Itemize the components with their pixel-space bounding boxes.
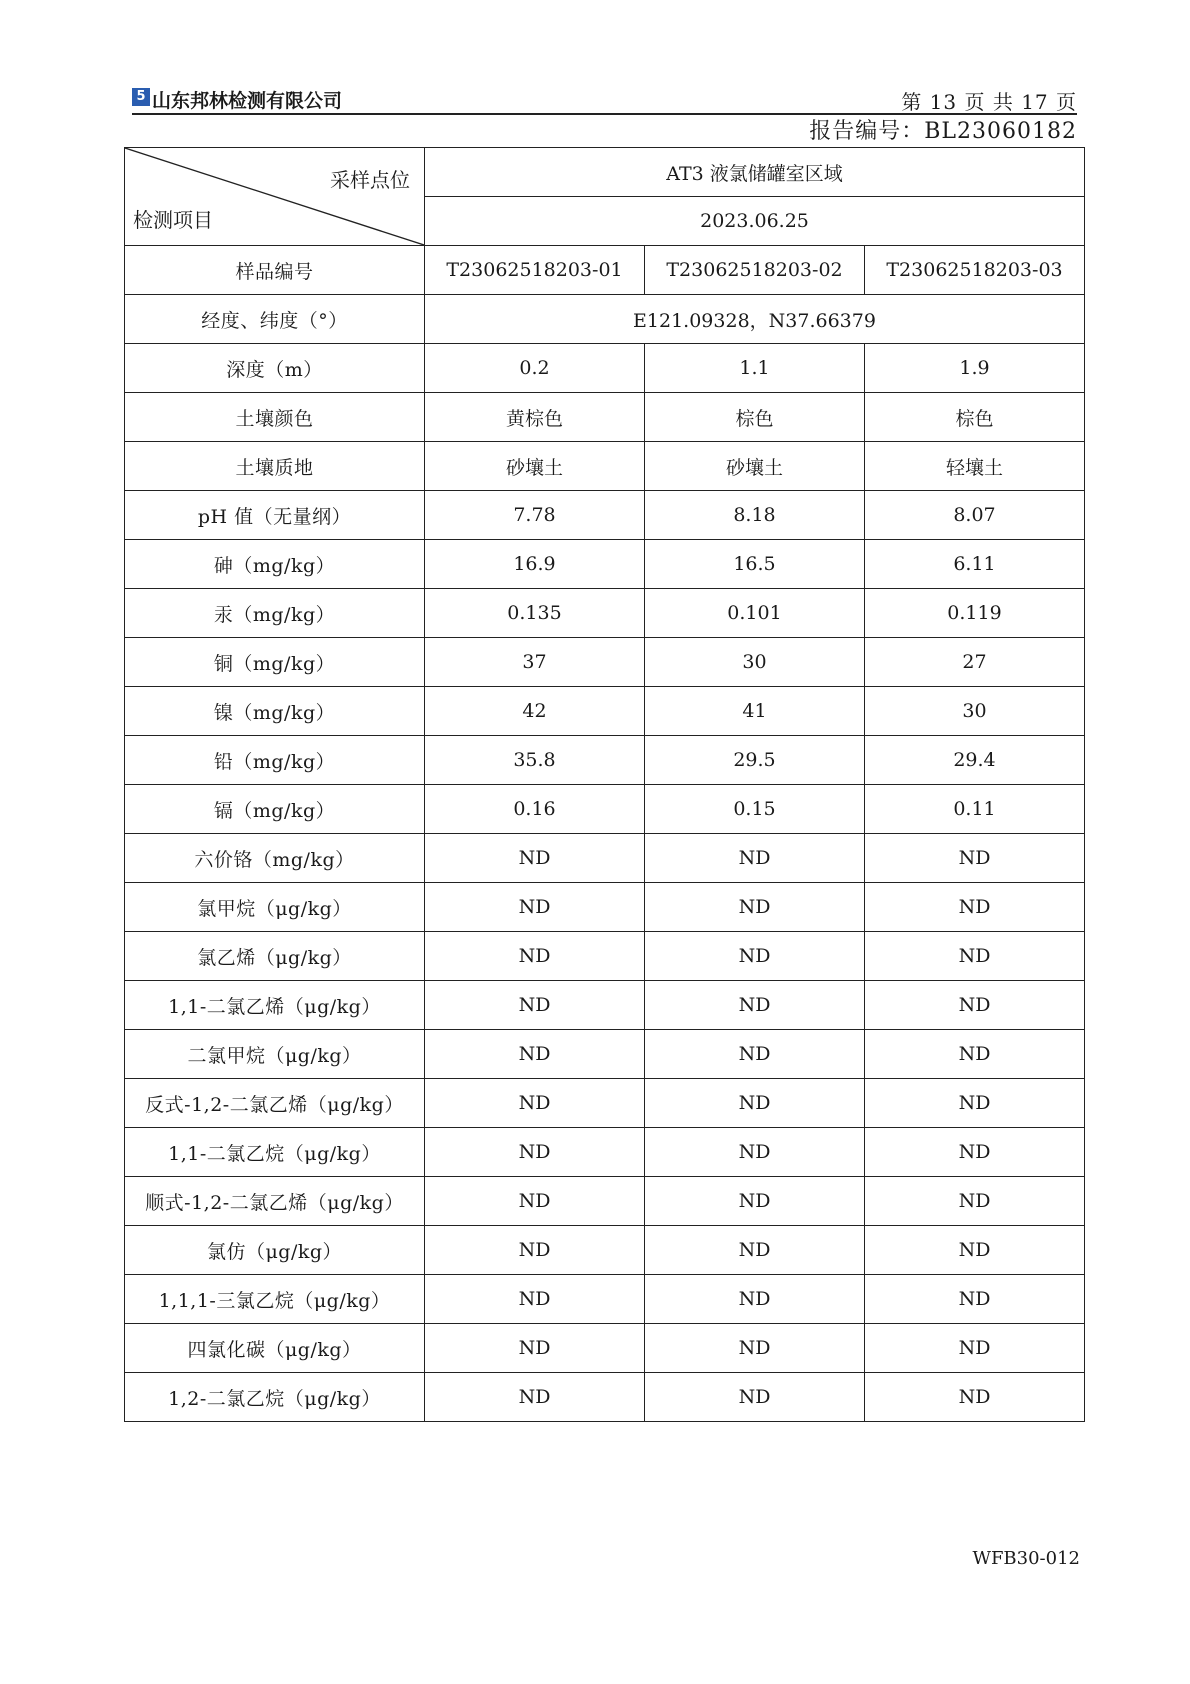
table-cell: 0.11: [865, 785, 1085, 834]
table-cell: ND: [645, 883, 865, 932]
test-results-table: [124, 147, 1085, 1422]
table-row: [125, 1275, 1085, 1324]
table-row: [125, 344, 1085, 393]
table-cell: ND: [645, 1324, 865, 1373]
table-cell: ND: [645, 1128, 865, 1177]
table-cell: 35.8: [425, 736, 645, 785]
row-label: 砷（mg/kg）: [125, 540, 425, 589]
table-row: [125, 883, 1085, 932]
table-cell: 16.5: [645, 540, 865, 589]
row-label: 样品编号: [125, 246, 425, 295]
table-cell: 8.18: [645, 491, 865, 540]
row-label: 二氯甲烷（μg/kg）: [125, 1030, 425, 1079]
table-cell: 砂壤土: [645, 442, 865, 491]
table-row: [125, 687, 1085, 736]
company-name: 山东邦林检测有限公司: [152, 90, 343, 112]
table-cell: ND: [425, 1079, 645, 1128]
table-cell: 37: [425, 638, 645, 687]
table-cell: ND: [645, 1030, 865, 1079]
table-cell: E121.09328，N37.66379: [425, 295, 1085, 344]
table-cell: ND: [645, 834, 865, 883]
table-cell: 0.16: [425, 785, 645, 834]
table-cell: T23062518203-03: [865, 246, 1085, 295]
table-row: [125, 540, 1085, 589]
table-cell: ND: [425, 1324, 645, 1373]
table-cell: ND: [865, 1030, 1085, 1079]
row-label: 土壤颜色: [125, 393, 425, 442]
table-row: [125, 1128, 1085, 1177]
table-cell: 0.15: [645, 785, 865, 834]
row-label: 氯甲烷（μg/kg）: [125, 883, 425, 932]
table-row: [125, 932, 1085, 981]
table-row: [125, 393, 1085, 442]
page-number: 第 13 页 共 17 页: [901, 90, 1077, 114]
table-cell: ND: [425, 1177, 645, 1226]
table-cell: ND: [865, 834, 1085, 883]
table-cell: 1.9: [865, 344, 1085, 393]
table-row: [125, 1177, 1085, 1226]
table-cell: ND: [425, 932, 645, 981]
row-label: 铜（mg/kg）: [125, 638, 425, 687]
table-cell: ND: [865, 1324, 1085, 1373]
table-row: [125, 1324, 1085, 1373]
table-row: [125, 442, 1085, 491]
table-row: [125, 981, 1085, 1030]
table-cell: 0.101: [645, 589, 865, 638]
table-cell: T23062518203-01: [425, 246, 645, 295]
table-row: [125, 1030, 1085, 1079]
table-cell: ND: [425, 1128, 645, 1177]
row-label: 经度、纬度（°）: [125, 295, 425, 344]
table-cell: 30: [645, 638, 865, 687]
row-label: 反式-1,2-二氯乙烯（μg/kg）: [125, 1079, 425, 1128]
row-label: 深度（m）: [125, 344, 425, 393]
table-cell: 0.2: [425, 344, 645, 393]
row-label: 镉（mg/kg）: [125, 785, 425, 834]
table-cell: ND: [865, 1275, 1085, 1324]
table-row: [125, 295, 1085, 344]
table-cell: ND: [425, 1373, 645, 1422]
table-cell: ND: [425, 1275, 645, 1324]
table-cell: ND: [865, 1079, 1085, 1128]
table-cell: ND: [645, 932, 865, 981]
row-label: pH 值（无量纲）: [125, 491, 425, 540]
table-cell: ND: [865, 1373, 1085, 1422]
row-label: 顺式-1,2-二氯乙烯（μg/kg）: [125, 1177, 425, 1226]
table-cell: ND: [645, 981, 865, 1030]
row-label: 1,1-二氯乙烯（μg/kg）: [125, 981, 425, 1030]
table-row: [125, 491, 1085, 540]
table-cell: ND: [425, 1226, 645, 1275]
table-cell: ND: [645, 1226, 865, 1275]
table-cell: 16.9: [425, 540, 645, 589]
table-cell: 42: [425, 687, 645, 736]
table-row: [125, 246, 1085, 295]
table-cell: ND: [865, 932, 1085, 981]
sampling-site-heading: 采样点位: [330, 168, 410, 192]
report-number: 报告编号：BL23060182: [809, 119, 1077, 144]
table-cell: ND: [865, 1226, 1085, 1275]
table-row: [125, 1079, 1085, 1128]
table-row: [125, 1373, 1085, 1422]
table-cell: 0.119: [865, 589, 1085, 638]
table-row: [125, 589, 1085, 638]
table-corner-cell: [125, 148, 425, 246]
table-header-row: [125, 148, 1085, 197]
sampling-date: 2023.06.25: [425, 197, 1085, 246]
row-label: 铅（mg/kg）: [125, 736, 425, 785]
site-name: AT3 液氯储罐室区域: [425, 148, 1085, 197]
table-row: [125, 736, 1085, 785]
table-cell: 8.07: [865, 491, 1085, 540]
row-label: 1,2-二氯乙烷（μg/kg）: [125, 1373, 425, 1422]
table-cell: ND: [645, 1177, 865, 1226]
table-cell: 轻壤土: [865, 442, 1085, 491]
table-cell: 27: [865, 638, 1085, 687]
table-cell: 41: [645, 687, 865, 736]
row-label: 四氯化碳（μg/kg）: [125, 1324, 425, 1373]
table-row: [125, 1226, 1085, 1275]
row-label: 镍（mg/kg）: [125, 687, 425, 736]
page-header: [132, 86, 1077, 114]
table-row: [125, 834, 1085, 883]
row-label: 六价铬（mg/kg）: [125, 834, 425, 883]
table-cell: 棕色: [645, 393, 865, 442]
table-cell: ND: [425, 1030, 645, 1079]
table-cell: ND: [865, 981, 1085, 1030]
table-cell: ND: [645, 1079, 865, 1128]
company-logo-icon: 5: [132, 88, 150, 106]
table-cell: 1.1: [645, 344, 865, 393]
form-number: WFB30-012: [972, 1548, 1080, 1569]
table-cell: 黄棕色: [425, 393, 645, 442]
row-label: 1,1,1-三氯乙烷（μg/kg）: [125, 1275, 425, 1324]
table-cell: ND: [425, 834, 645, 883]
table-cell: ND: [425, 981, 645, 1030]
table-cell: 棕色: [865, 393, 1085, 442]
row-label: 氯乙烯（μg/kg）: [125, 932, 425, 981]
table-cell: 29.5: [645, 736, 865, 785]
table-row: [125, 638, 1085, 687]
row-label: 汞（mg/kg）: [125, 589, 425, 638]
table-row: [125, 785, 1085, 834]
table-cell: ND: [425, 883, 645, 932]
row-label: 氯仿（μg/kg）: [125, 1226, 425, 1275]
row-label: 土壤质地: [125, 442, 425, 491]
table-cell: ND: [865, 1128, 1085, 1177]
table-cell: 30: [865, 687, 1085, 736]
table-cell: ND: [645, 1373, 865, 1422]
table-cell: 6.11: [865, 540, 1085, 589]
table-cell: ND: [645, 1275, 865, 1324]
table-cell: 7.78: [425, 491, 645, 540]
table-cell: 0.135: [425, 589, 645, 638]
table-cell: ND: [865, 1177, 1085, 1226]
table-cell: 砂壤土: [425, 442, 645, 491]
table-cell: ND: [865, 883, 1085, 932]
test-item-heading: 检测项目: [133, 208, 213, 232]
table-cell: T23062518203-02: [645, 246, 865, 295]
table-cell: 29.4: [865, 736, 1085, 785]
row-label: 1,1-二氯乙烷（μg/kg）: [125, 1128, 425, 1177]
